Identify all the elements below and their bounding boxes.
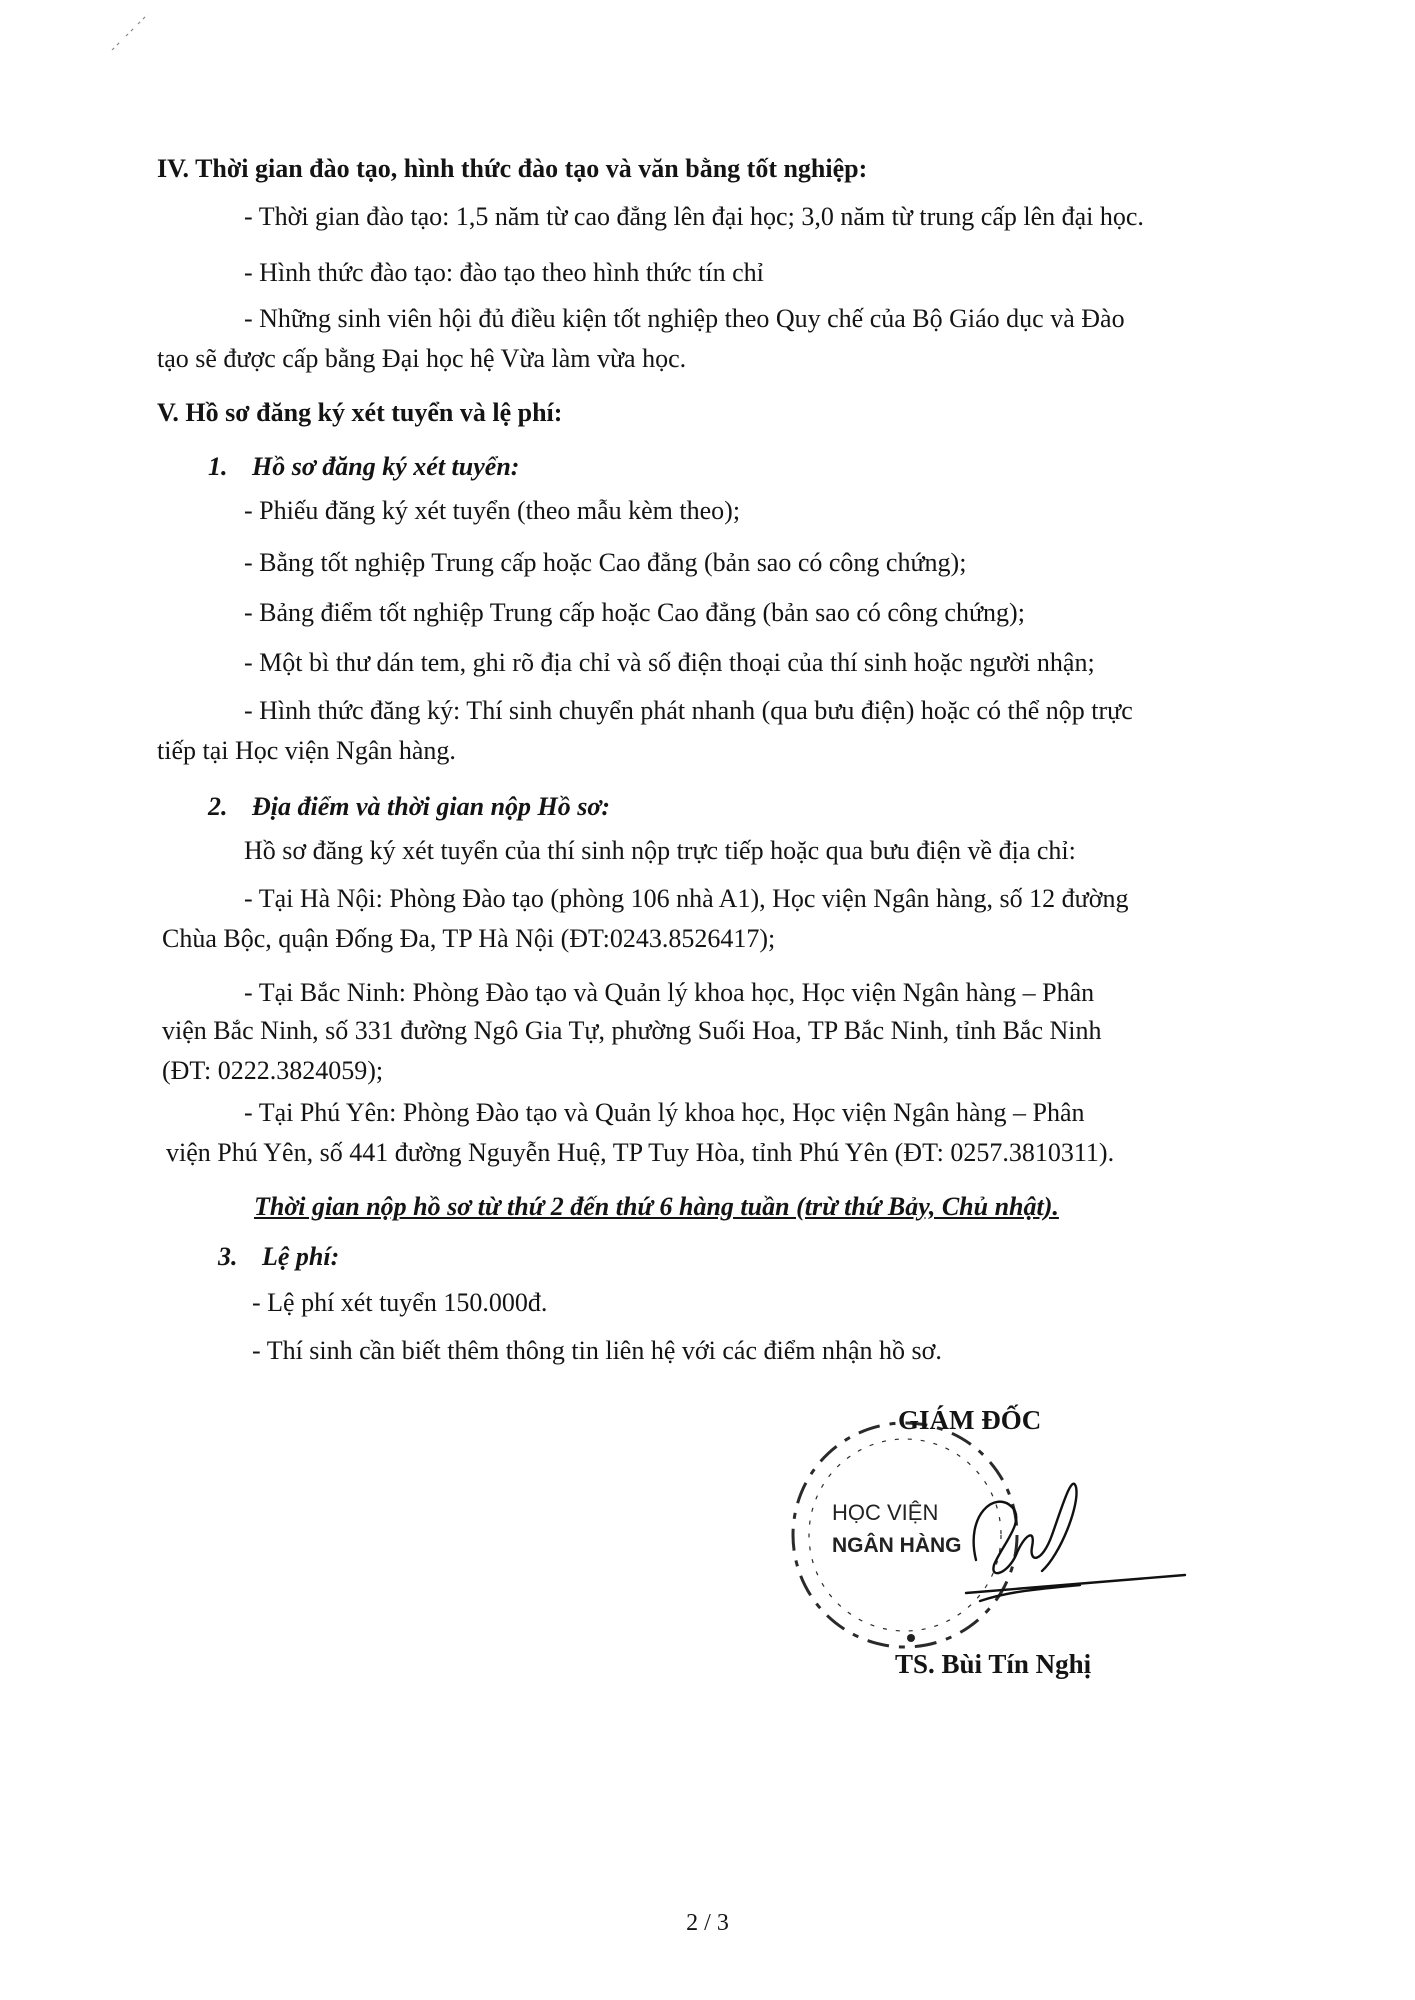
subsection-1-item: - Bằng tốt nghiệp Trung cấp hoặc Cao đẳng (bản sao có công chứng); xyxy=(244,548,967,577)
subsection-1-item: - Phiếu đăng ký xét tuyển (theo mẫu kèm theo); xyxy=(244,496,741,525)
subsection-1-heading xyxy=(208,450,519,484)
subsection-2-title: Địa điểm và thời gian nộp Hồ sơ: xyxy=(252,792,610,821)
subsection-3-number: 3. xyxy=(218,1242,238,1271)
subsection-1-item: - Bảng điểm tốt nghiệp Trung cấp hoặc Cao đẳng (bản sao có công chứng); xyxy=(244,598,1025,627)
section-iv-item-form: - Hình thức đào tạo: đào tạo theo hình thức tín chỉ xyxy=(244,258,764,287)
scan-mark-top-left xyxy=(108,10,158,55)
fee-item: - Lệ phí xét tuyển 150.000đ. xyxy=(252,1288,548,1317)
section-iv-graduation-line1: - Những sinh viên hội đủ điều kiện tốt nghiệp theo Quy chế của Bộ Giáo dục và Đào xyxy=(244,304,1125,333)
signer-role: GIÁM ĐỐC xyxy=(898,1405,1042,1435)
page-number: 2 / 3 xyxy=(686,1910,729,1936)
section-iv-graduation-line2: tạo sẽ được cấp bằng Đại học hệ Vừa làm vừa học. xyxy=(157,344,687,373)
subsection-2-number: 2. xyxy=(208,792,228,821)
submission-schedule: Thời gian nộp hồ sơ từ thứ 2 đến thứ 6 hàng tuần (trừ thứ Bảy, Chủ nhật). xyxy=(254,1192,1059,1221)
signer-name: TS. Bùi Tín Nghị xyxy=(895,1649,1092,1679)
address-bacninh-line1: - Tại Bắc Ninh: Phòng Đào tạo và Quản lý khoa học, Học viện Ngân hàng – Phân xyxy=(244,978,1095,1007)
stamp-text-line2: NGÂN HÀNG xyxy=(832,1534,962,1557)
subsection-1-number: 1. xyxy=(208,452,228,481)
section-v-heading: V. Hồ sơ đăng ký xét tuyển và lệ phí: xyxy=(157,398,563,427)
subsection-3-heading xyxy=(218,1240,339,1274)
subsection-3-title: Lệ phí: xyxy=(262,1242,340,1271)
subsection-2-heading xyxy=(208,790,610,824)
subsection-2-intro: Hồ sơ đăng ký xét tuyển của thí sinh nộp trực tiếp hoặc qua bưu điện về địa chỉ: xyxy=(244,836,1076,865)
section-iv-item-duration: - Thời gian đào tạo: 1,5 năm từ cao đẳng lên đại học; 3,0 năm từ trung cấp lên đại học. xyxy=(244,202,1144,231)
subsection-1-register-line1: - Hình thức đăng ký: Thí sinh chuyển phát nhanh (qua bưu điện) hoặc có thể nộp trực xyxy=(244,696,1133,725)
address-phuyen-line1: - Tại Phú Yên: Phòng Đào tạo và Quản lý khoa học, Học viện Ngân hàng – Phân xyxy=(244,1098,1085,1127)
section-iv-heading: IV. Thời gian đào tạo, hình thức đào tạo và văn bằng tốt nghiệp: xyxy=(157,154,868,183)
signature-block xyxy=(780,1395,1220,1695)
address-hanoi-line2: Chùa Bộc, quận Đống Đa, TP Hà Nội (ĐT:0243.8526417); xyxy=(162,924,776,953)
subsection-1-title: Hồ sơ đăng ký xét tuyển: xyxy=(252,452,520,481)
fee-item: - Thí sinh cần biết thêm thông tin liên hệ với các điểm nhận hồ sơ. xyxy=(252,1336,942,1365)
address-bacninh-line2: viện Bắc Ninh, số 331 đường Ngô Gia Tự, phường Suối Hoa, TP Bắc Ninh, tỉnh Bắc Ninh xyxy=(162,1016,1102,1045)
subsection-1-register-line2: tiếp tại Học viện Ngân hàng. xyxy=(157,736,456,765)
handwritten-signature xyxy=(966,1484,1185,1601)
address-phuyen-line2: viện Phú Yên, số 441 đường Nguyễn Huệ, TP Tuy Hòa, tỉnh Phú Yên (ĐT: 0257.3810311). xyxy=(166,1138,1115,1167)
address-hanoi-line1: - Tại Hà Nội: Phòng Đào tạo (phòng 106 nhà A1), Học viện Ngân hàng, số 12 đường xyxy=(244,884,1129,913)
stamp-text-line1: HỌC VIỆN xyxy=(832,1500,939,1525)
subsection-1-item: - Một bì thư dán tem, ghi rõ địa chỉ và số điện thoại của thí sinh hoặc người nhận; xyxy=(244,648,1095,677)
address-bacninh-line3: (ĐT: 0222.3824059); xyxy=(162,1056,384,1085)
